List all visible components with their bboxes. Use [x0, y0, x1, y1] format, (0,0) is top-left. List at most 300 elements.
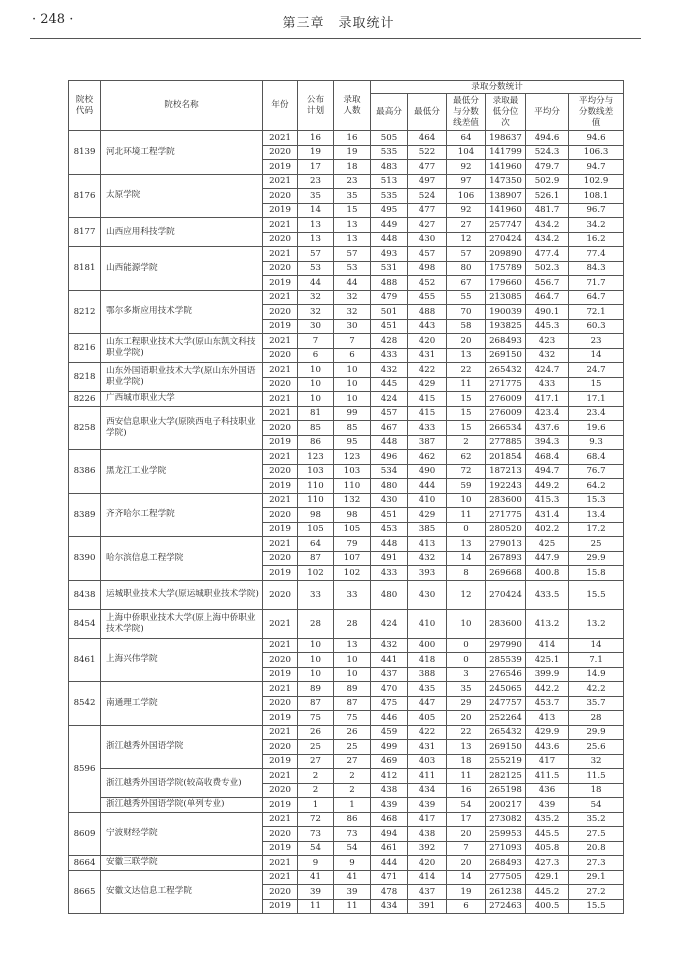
min-diff: 17: [447, 812, 486, 827]
max-score: 444: [371, 856, 408, 871]
admitted: 73: [334, 827, 371, 842]
min-rank: 265432: [486, 363, 526, 378]
min-score: 427: [408, 218, 447, 233]
year: 2021: [263, 537, 298, 552]
max-score: 448: [371, 537, 408, 552]
institution-name: 哈尔滨信息工程学院: [101, 537, 263, 581]
table-row: [69, 798, 624, 813]
min-rank: 282125: [486, 769, 526, 784]
max-score: 453: [371, 522, 408, 537]
admitted: 2: [334, 769, 371, 784]
avg-score: 431.4: [526, 508, 569, 523]
min-rank: 201854: [486, 450, 526, 465]
min-diff: 54: [447, 798, 486, 813]
admitted: 7: [334, 334, 371, 349]
avg-diff: 94.6: [569, 131, 624, 146]
table-row: [69, 682, 624, 697]
min-diff: 55: [447, 290, 486, 305]
admitted: 110: [334, 479, 371, 494]
admitted: 105: [334, 522, 371, 537]
avg-score: 413: [526, 711, 569, 726]
header-admitted: 录取人数: [334, 81, 371, 131]
year: 2020: [263, 348, 298, 363]
institution-code: 8176: [69, 174, 101, 218]
max-score: 469: [371, 754, 408, 769]
avg-diff: 94.7: [569, 160, 624, 175]
avg-score: 413.2: [526, 609, 569, 638]
min-score: 452: [408, 276, 447, 291]
admitted: 11: [334, 899, 371, 914]
min-score: 431: [408, 348, 447, 363]
year: 2020: [263, 653, 298, 668]
avg-score: 453.7: [526, 696, 569, 711]
header-min: 最低分: [408, 94, 447, 131]
institution-name: 山东外国语职业技术大学(原山东外国语职业学院): [101, 363, 263, 392]
header-year: 年份: [263, 81, 298, 131]
min-rank: 271093: [486, 841, 526, 856]
admitted: 87: [334, 696, 371, 711]
avg-score: 432: [526, 348, 569, 363]
admitted: 107: [334, 551, 371, 566]
min-rank: 257747: [486, 218, 526, 233]
min-score: 429: [408, 508, 447, 523]
min-rank: 277505: [486, 870, 526, 885]
plan: 10: [298, 667, 334, 682]
avg-score: 524.3: [526, 145, 569, 160]
min-diff: 64: [447, 131, 486, 146]
admitted: 13: [334, 232, 371, 247]
plan: 73: [298, 827, 334, 842]
min-diff: 14: [447, 870, 486, 885]
max-score: 479: [371, 290, 408, 305]
admitted: 32: [334, 290, 371, 305]
max-score: 441: [371, 653, 408, 668]
year: 2020: [263, 696, 298, 711]
plan: 10: [298, 653, 334, 668]
chapter-title: 第三章 录取统计: [282, 16, 395, 31]
year: 2021: [263, 363, 298, 378]
year: 2019: [263, 203, 298, 218]
min-rank: 276009: [486, 392, 526, 407]
avg-diff: 15.3: [569, 493, 624, 508]
institution-code: 8609: [69, 812, 101, 856]
min-score: 439: [408, 798, 447, 813]
admitted: 32: [334, 305, 371, 320]
institution-code: 8258: [69, 406, 101, 450]
min-score: 462: [408, 450, 447, 465]
min-rank: 270424: [486, 232, 526, 247]
year: 2021: [263, 450, 298, 465]
min-rank: 213085: [486, 290, 526, 305]
avg-diff: 14.9: [569, 667, 624, 682]
avg-score: 434.2: [526, 232, 569, 247]
avg-score: 425.1: [526, 653, 569, 668]
year: 2019: [263, 841, 298, 856]
min-score: 430: [408, 232, 447, 247]
avg-diff: 17.2: [569, 522, 624, 537]
year: 2021: [263, 334, 298, 349]
min-rank: 187213: [486, 464, 526, 479]
max-score: 475: [371, 696, 408, 711]
min-diff: 13: [447, 348, 486, 363]
min-score: 429: [408, 377, 447, 392]
avg-score: 502.9: [526, 174, 569, 189]
max-score: 495: [371, 203, 408, 218]
admitted: 2: [334, 783, 371, 798]
avg-score: 400.8: [526, 566, 569, 581]
min-rank: 283600: [486, 493, 526, 508]
avg-score: 400.5: [526, 899, 569, 914]
plan: 10: [298, 392, 334, 407]
min-rank: 179660: [486, 276, 526, 291]
min-diff: 29: [447, 696, 486, 711]
avg-score: 526.1: [526, 189, 569, 204]
max-score: 483: [371, 160, 408, 175]
avg-score: 435.2: [526, 812, 569, 827]
min-rank: 273082: [486, 812, 526, 827]
min-score: 430: [408, 580, 447, 609]
max-score: 501: [371, 305, 408, 320]
max-score: 433: [371, 348, 408, 363]
min-score: 400: [408, 638, 447, 653]
avg-score: 494.7: [526, 464, 569, 479]
year: 2020: [263, 783, 298, 798]
min-diff: 27: [447, 218, 486, 233]
max-score: 494: [371, 827, 408, 842]
institution-name: 浙江越秀外国语学院(较高收费专业): [101, 769, 263, 798]
max-score: 430: [371, 493, 408, 508]
avg-diff: 108.1: [569, 189, 624, 204]
min-score: 393: [408, 566, 447, 581]
min-rank: 271775: [486, 508, 526, 523]
min-diff: 106: [447, 189, 486, 204]
institution-code: 8596: [69, 725, 101, 812]
avg-diff: 27.5: [569, 827, 624, 842]
admitted: 13: [334, 218, 371, 233]
plan: 72: [298, 812, 334, 827]
avg-diff: 15.8: [569, 566, 624, 581]
admitted: 25: [334, 740, 371, 755]
year: 2021: [263, 609, 298, 638]
min-score: 443: [408, 319, 447, 334]
plan: 85: [298, 421, 334, 436]
year: 2019: [263, 479, 298, 494]
max-score: 513: [371, 174, 408, 189]
plan: 103: [298, 464, 334, 479]
max-score: 412: [371, 769, 408, 784]
min-score: 388: [408, 667, 447, 682]
min-diff: 13: [447, 740, 486, 755]
avg-score: 414: [526, 638, 569, 653]
table-row: [69, 580, 624, 609]
avg-score: 433.5: [526, 580, 569, 609]
min-diff: 12: [447, 580, 486, 609]
year: 2021: [263, 769, 298, 784]
min-rank: 198637: [486, 131, 526, 146]
min-diff: 62: [447, 450, 486, 465]
min-rank: 285539: [486, 653, 526, 668]
avg-score: 436: [526, 783, 569, 798]
min-rank: 261238: [486, 885, 526, 900]
year: 2019: [263, 435, 298, 450]
avg-score: 481.7: [526, 203, 569, 218]
avg-score: 415.3: [526, 493, 569, 508]
avg-score: 424.7: [526, 363, 569, 378]
avg-diff: 32: [569, 754, 624, 769]
avg-diff: 72.1: [569, 305, 624, 320]
max-score: 535: [371, 189, 408, 204]
admitted: 57: [334, 247, 371, 262]
admission-statistics-table: [68, 80, 624, 914]
plan: 110: [298, 493, 334, 508]
institution-code: 8664: [69, 856, 101, 871]
year: 2019: [263, 276, 298, 291]
institution-name: 河北环境工程学院: [101, 131, 263, 175]
table-row: [69, 493, 624, 508]
max-score: 432: [371, 638, 408, 653]
avg-diff: 23.4: [569, 406, 624, 421]
institution-code: 8386: [69, 450, 101, 494]
admitted: 103: [334, 464, 371, 479]
year: 2019: [263, 711, 298, 726]
year: 2021: [263, 812, 298, 827]
avg-diff: 29.9: [569, 725, 624, 740]
min-score: 488: [408, 305, 447, 320]
avg-diff: 27.3: [569, 856, 624, 871]
year: 2021: [263, 638, 298, 653]
year: 2021: [263, 218, 298, 233]
min-rank: 272463: [486, 899, 526, 914]
admitted: 132: [334, 493, 371, 508]
min-rank: 138907: [486, 189, 526, 204]
min-diff: 15: [447, 421, 486, 436]
min-diff: 70: [447, 305, 486, 320]
admitted: 123: [334, 450, 371, 465]
max-score: 445: [371, 377, 408, 392]
avg-score: 490.1: [526, 305, 569, 320]
min-diff: 104: [447, 145, 486, 160]
avg-score: 429.1: [526, 870, 569, 885]
institution-code: 8139: [69, 131, 101, 175]
max-score: 451: [371, 319, 408, 334]
avg-score: 434.2: [526, 218, 569, 233]
admitted: 19: [334, 145, 371, 160]
min-rank: 259953: [486, 827, 526, 842]
header-score-group: 录取分数统计: [371, 81, 624, 94]
max-score: 432: [371, 363, 408, 378]
min-score: 403: [408, 754, 447, 769]
min-diff: 20: [447, 856, 486, 871]
plan: 10: [298, 377, 334, 392]
min-rank: 193825: [486, 319, 526, 334]
max-score: 428: [371, 334, 408, 349]
max-score: 468: [371, 812, 408, 827]
max-score: 467: [371, 421, 408, 436]
min-rank: 268493: [486, 856, 526, 871]
plan: 87: [298, 551, 334, 566]
min-diff: 67: [447, 276, 486, 291]
min-diff: 10: [447, 493, 486, 508]
year: 2021: [263, 725, 298, 740]
institution-name: 上海中侨职业技术大学(原上海中侨职业技术学院): [101, 609, 263, 638]
min-diff: 11: [447, 377, 486, 392]
avg-diff: 15.5: [569, 899, 624, 914]
avg-score: 437.6: [526, 421, 569, 436]
avg-diff: 23: [569, 334, 624, 349]
plan: 23: [298, 174, 334, 189]
institution-name: 齐齐哈尔工程学院: [101, 493, 263, 537]
plan: 28: [298, 609, 334, 638]
plan: 64: [298, 537, 334, 552]
year: 2021: [263, 247, 298, 262]
max-score: 457: [371, 406, 408, 421]
max-score: 499: [371, 740, 408, 755]
admitted: 6: [334, 348, 371, 363]
avg-diff: 28: [569, 711, 624, 726]
avg-diff: 11.5: [569, 769, 624, 784]
plan: 10: [298, 638, 334, 653]
institution-name: 南通理工学院: [101, 682, 263, 726]
max-score: 446: [371, 711, 408, 726]
institution-code: 8218: [69, 363, 101, 392]
plan: 32: [298, 305, 334, 320]
max-score: 480: [371, 479, 408, 494]
max-score: 491: [371, 551, 408, 566]
year: 2019: [263, 566, 298, 581]
min-rank: 141960: [486, 203, 526, 218]
header-name: 院校名称: [101, 81, 263, 131]
year: 2020: [263, 885, 298, 900]
year: 2020: [263, 377, 298, 392]
min-score: 410: [408, 493, 447, 508]
year: 2019: [263, 754, 298, 769]
admitted: 39: [334, 885, 371, 900]
avg-diff: 7.1: [569, 653, 624, 668]
avg-score: 402.2: [526, 522, 569, 537]
header-max: 最高分: [371, 94, 408, 131]
year: 2021: [263, 131, 298, 146]
plan: 41: [298, 870, 334, 885]
header-min-diff: 最低分与分数线差值: [447, 94, 486, 131]
avg-diff: 27.2: [569, 885, 624, 900]
min-score: 438: [408, 827, 447, 842]
min-rank: 270424: [486, 580, 526, 609]
plan: 10: [298, 363, 334, 378]
plan: 35: [298, 189, 334, 204]
year: 2019: [263, 522, 298, 537]
table-row: [69, 870, 624, 885]
year: 2019: [263, 160, 298, 175]
table-row: [69, 450, 624, 465]
plan: 25: [298, 740, 334, 755]
year: 2020: [263, 261, 298, 276]
header-avg-diff: 平均分与分数线差值: [569, 94, 624, 131]
min-rank: 141799: [486, 145, 526, 160]
avg-score: 477.4: [526, 247, 569, 262]
min-diff: 80: [447, 261, 486, 276]
min-diff: 15: [447, 406, 486, 421]
min-rank: 276009: [486, 406, 526, 421]
min-diff: 57: [447, 247, 486, 262]
max-score: 449: [371, 218, 408, 233]
min-score: 464: [408, 131, 447, 146]
plan: 26: [298, 725, 334, 740]
admitted: 10: [334, 377, 371, 392]
year: 2021: [263, 682, 298, 697]
avg-score: 405.8: [526, 841, 569, 856]
table-row: [69, 247, 624, 262]
year: 2019: [263, 798, 298, 813]
min-score: 422: [408, 363, 447, 378]
header-min-rank: 录取最低分位次: [486, 94, 526, 131]
admitted: 9: [334, 856, 371, 871]
year: 2021: [263, 290, 298, 305]
min-score: 391: [408, 899, 447, 914]
year: 2019: [263, 899, 298, 914]
avg-diff: 17.1: [569, 392, 624, 407]
min-diff: 12: [447, 232, 486, 247]
admitted: 89: [334, 682, 371, 697]
max-score: 451: [371, 508, 408, 523]
min-score: 418: [408, 653, 447, 668]
table-row: [69, 218, 624, 233]
table-row: [69, 392, 624, 407]
min-rank: 269150: [486, 740, 526, 755]
plan: 6: [298, 348, 334, 363]
max-score: 459: [371, 725, 408, 740]
plan: 81: [298, 406, 334, 421]
max-score: 493: [371, 247, 408, 262]
admitted: 13: [334, 638, 371, 653]
admitted: 75: [334, 711, 371, 726]
table-row: [69, 174, 624, 189]
institution-name: 西安信息职业大学(原陕西电子科技职业学院): [101, 406, 263, 450]
institution-name: 上海兴伟学院: [101, 638, 263, 682]
avg-diff: 96.7: [569, 203, 624, 218]
min-rank: 276546: [486, 667, 526, 682]
avg-diff: 68.4: [569, 450, 624, 465]
min-score: 414: [408, 870, 447, 885]
avg-diff: 25.6: [569, 740, 624, 755]
max-score: 488: [371, 276, 408, 291]
plan: 123: [298, 450, 334, 465]
table-row: [69, 406, 624, 421]
min-diff: 97: [447, 174, 486, 189]
min-score: 455: [408, 290, 447, 305]
admitted: 44: [334, 276, 371, 291]
min-rank: 175789: [486, 261, 526, 276]
min-score: 432: [408, 551, 447, 566]
avg-diff: 34.2: [569, 218, 624, 233]
plan: 98: [298, 508, 334, 523]
min-diff: 92: [447, 203, 486, 218]
min-diff: 11: [447, 508, 486, 523]
plan: 44: [298, 276, 334, 291]
max-score: 531: [371, 261, 408, 276]
min-rank: 271775: [486, 377, 526, 392]
avg-score: 411.5: [526, 769, 569, 784]
min-score: 420: [408, 334, 447, 349]
min-score: 435: [408, 682, 447, 697]
page-number: · 248 ·: [32, 12, 74, 27]
avg-score: 429.9: [526, 725, 569, 740]
avg-diff: 42.2: [569, 682, 624, 697]
min-score: 413: [408, 537, 447, 552]
min-score: 417: [408, 812, 447, 827]
min-rank: 266534: [486, 421, 526, 436]
header-code: 院校代码: [69, 81, 101, 131]
plan: 54: [298, 841, 334, 856]
